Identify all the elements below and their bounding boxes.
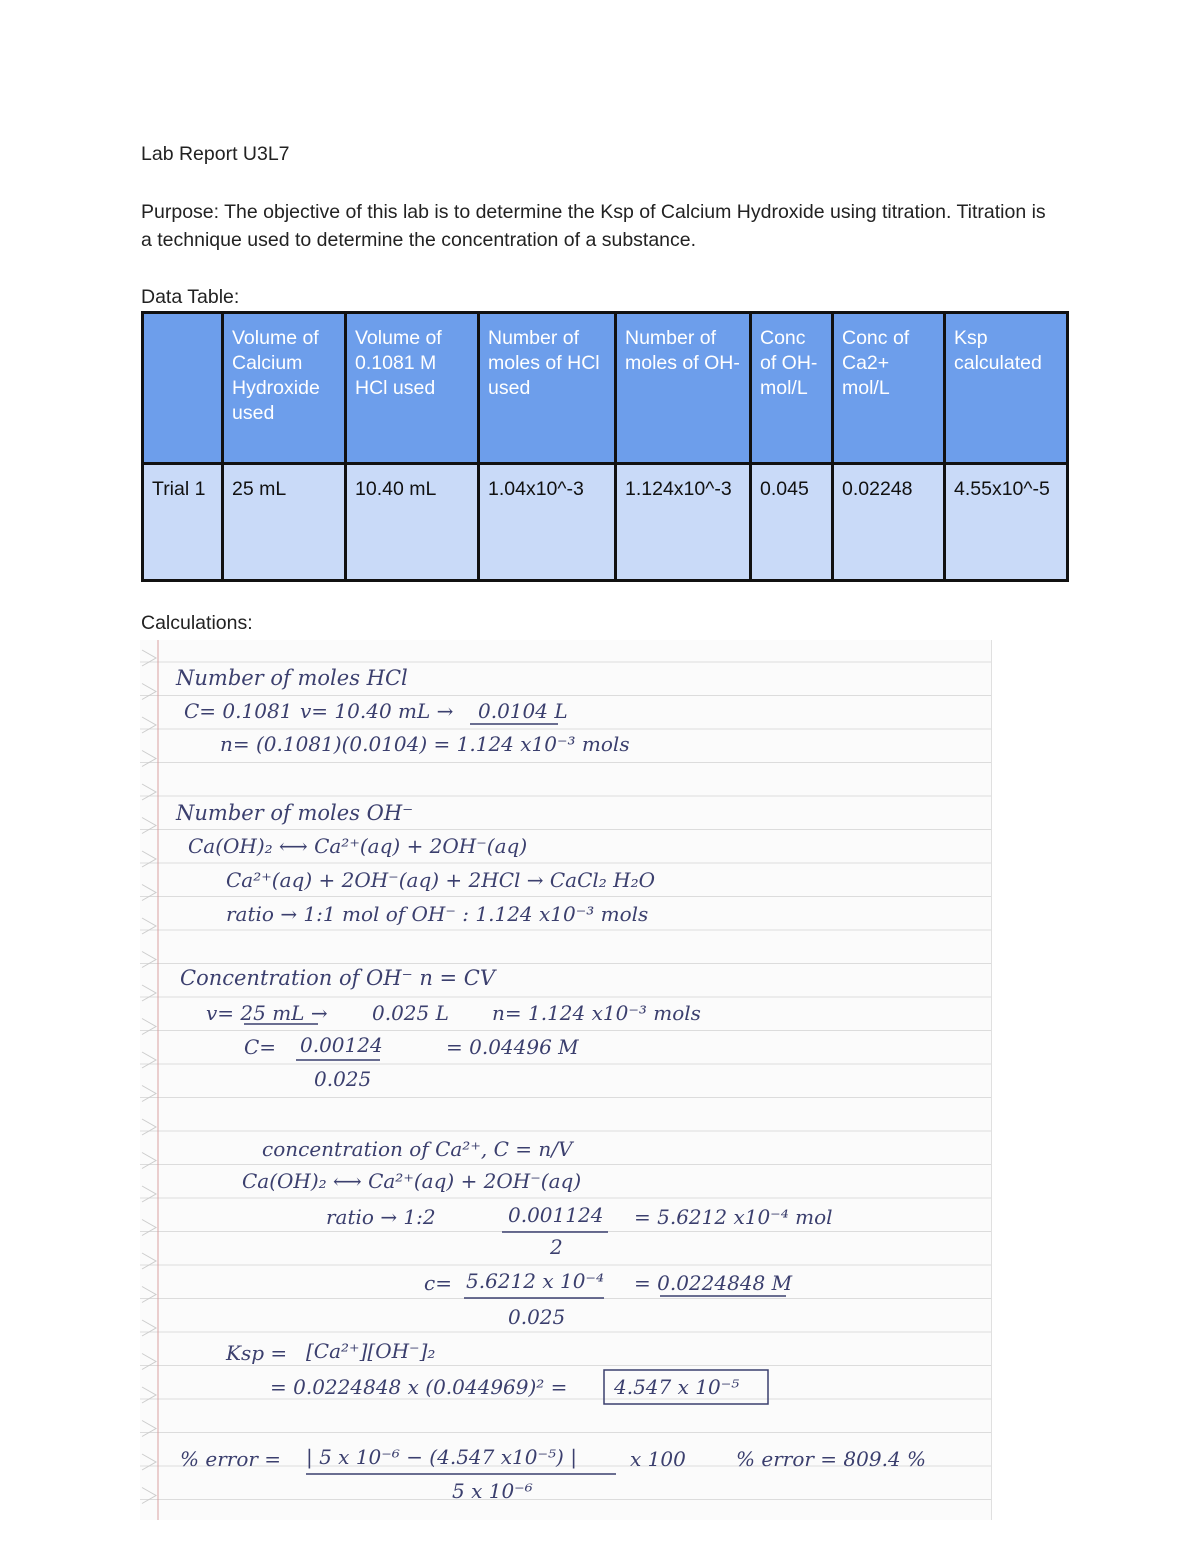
margin-mark [142,952,156,968]
margin-marks [142,650,156,1504]
hw-boxed-answer: 4.547 x 10⁻⁵ [614,1375,740,1399]
margin-mark [142,1052,156,1068]
purpose-paragraph: Purpose: The objective of this lab is to determine the Ksp of Calcium Hydroxide using titration. Titration is a technique used to determine the concentration of a substance. [141,201,1046,251]
table-cell: 0.02248 [833,464,945,581]
hw-line: 0.00124 [300,1033,383,1057]
margin-mark [142,1186,156,1202]
hw-line: = 0.04496 M [446,1035,579,1059]
hw-line: % error = 809.4 % [736,1447,927,1471]
margin-mark [142,851,156,867]
margin-mark [142,1454,156,1470]
data-table [141,311,1069,582]
margin-mark [142,1354,156,1370]
margin-mark [142,650,156,666]
margin-mark [142,1320,156,1336]
table-header-cell: Conc of Ca2+ mol/L [833,313,945,464]
page-title: Lab Report U3L7 [141,143,290,165]
margin-mark [142,818,156,834]
hw-heading-moles-hcl: Number of moles HCl [176,666,408,690]
hw-line: C= 0.1081 [184,699,293,723]
hw-line: n= 1.124 x10⁻³ mols [492,1001,701,1025]
margin-mark [142,751,156,767]
margin-mark [142,1019,156,1035]
hw-line: v= 10.40 mL → [300,699,454,723]
hw-line: 0.0104 L [478,699,568,723]
table-header-cell [143,313,223,464]
hw-line: = 0.0224848 M [634,1271,793,1295]
hw-line: 0.001124 [508,1203,604,1227]
margin-mark [142,1488,156,1504]
margin-mark [142,1119,156,1135]
notebook-page [140,640,992,1520]
margin-mark [142,1253,156,1269]
hw-line: = 0.0224848 x (0.044969)² = [270,1375,568,1399]
hw-line: C= [244,1035,277,1059]
hw-line: [Ca²⁺][OH⁻]₂ [306,1339,436,1363]
ruled-lines [140,662,992,1500]
hw-line: % error = [180,1447,282,1471]
hw-line: 0.025 [508,1305,566,1329]
table-header-cell: Number of moles of OH- [616,313,751,464]
data-table-label: Data Table: [141,286,240,308]
hw-line: c= [424,1271,452,1295]
margin-mark [142,985,156,1001]
table-header-cell: Ksp calculated [945,313,1068,464]
hw-heading-moles-oh: Number of moles OH⁻ [176,801,414,825]
hw-line: Ca²⁺(aq) + 2OH⁻(aq) + 2HCl → CaCl₂ H₂O [226,868,656,892]
hw-line: ratio → 1:1 mol of OH⁻ : 1.124 x10⁻³ mols [226,902,649,926]
table-cell: 25 mL [223,464,346,581]
table-cell: 1.04x10^-3 [479,464,616,581]
margin-mark [142,1387,156,1403]
table-header-cell: Number of moles of HCl used [479,313,616,464]
table-header-row [143,313,1068,464]
table-cell: 0.045 [751,464,833,581]
table-cell: 10.40 mL [346,464,479,581]
hw-heading-conc-oh: Concentration of OH⁻ n = CV [180,966,496,990]
hw-line: 0.025 L [372,1001,449,1025]
margin-mark [142,1086,156,1102]
hw-line: v= 25 mL → [206,1001,328,1025]
margin-mark [142,1220,156,1236]
table-header-cell: Volume of Calcium Hydroxide used [223,313,346,464]
hw-heading-conc-ca: concentration of Ca²⁺, C = n/V [262,1137,573,1161]
hw-line: 0.025 [314,1067,372,1091]
hw-line: | 5 x 10⁻⁶ − (4.547 x10⁻⁵) | [306,1445,577,1469]
table-cell: Trial 1 [143,464,223,581]
margin-mark [142,1287,156,1303]
hw-line: 5 x 10⁻⁶ [452,1479,533,1503]
margin-mark [142,717,156,733]
hw-line: = 5.6212 x10⁻⁴ mol [634,1205,833,1229]
margin-mark [142,1153,156,1169]
margin-mark [142,885,156,901]
table-row [143,464,1068,581]
calculations-label: Calculations: [141,612,253,634]
margin-mark [142,684,156,700]
margin-mark [142,784,156,800]
hw-line: Ca(OH)₂ ⟷ Ca²⁺(aq) + 2OH⁻(aq) [188,834,528,858]
hw-line: n= (0.1081)(0.0104) = 1.124 x10⁻³ mols [220,732,630,756]
hw-line: ratio → 1:2 [326,1205,436,1229]
hw-line: Ca(OH)₂ ⟷ Ca²⁺(aq) + 2OH⁻(aq) [242,1169,582,1193]
table-cell: 1.124x10^-3 [616,464,751,581]
hw-line: 5.6212 x 10⁻⁴ [466,1269,604,1293]
handwritten-calculations-image [140,640,992,1520]
table-header-cell: Conc of OH- mol/L [751,313,833,464]
margin-mark [142,918,156,934]
margin-mark [142,1421,156,1437]
hw-line: Ksp = [226,1341,288,1365]
table-header-cell: Volume of 0.1081 M HCl used [346,313,479,464]
hw-line: x 100 [630,1447,686,1471]
table-cell: 4.55x10^-5 [945,464,1068,581]
hw-line: 2 [550,1235,563,1259]
